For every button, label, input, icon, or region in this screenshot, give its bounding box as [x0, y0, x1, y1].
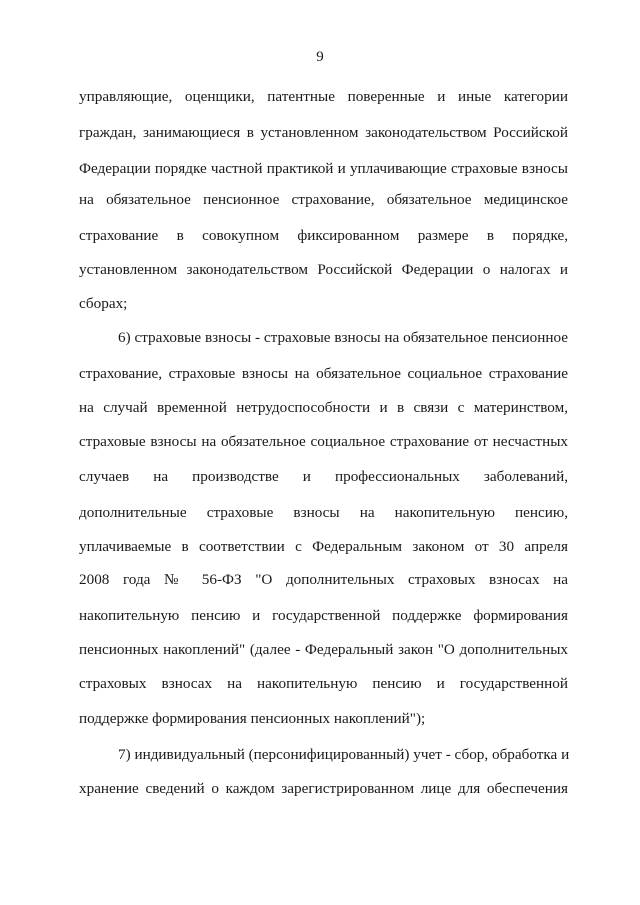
text-line: 6) страховые взносы - страховые взносы на обязательное пенсионное: [118, 329, 568, 346]
text-line: страховых взносах на накопительную пенсию и государственной: [79, 675, 568, 692]
text-line: пенсионных накоплений" (далее - Федеральный закон "О дополнительных: [79, 641, 568, 658]
page-number: 9: [316, 49, 324, 65]
text-line: поддержке формирования пенсионных накоплений");: [79, 710, 426, 727]
text-line: 7) индивидуальный (персонифицированный) учет - сбор, обработка и: [118, 746, 570, 763]
text-line: граждан, занимающиеся в установленном законодательством Российской: [79, 124, 568, 141]
text-line: страховые взносы на обязательное социальное страхование от несчастных: [79, 433, 568, 450]
text-line: Федерации порядке частной практикой и уплачивающие страховые взносы: [79, 160, 568, 177]
text-line: дополнительные страховые взносы на накопительную пенсию,: [79, 504, 568, 521]
text-line: установленном законодательством Российской Федерации о налогах и: [79, 261, 568, 278]
text-line: на обязательное пенсионное страхование, обязательное медицинское: [79, 191, 568, 208]
text-line: хранение сведений о каждом зарегистрированном лице для обеспечения: [79, 780, 568, 797]
text-line: страхование, страховые взносы на обязательное социальное страхование: [79, 365, 568, 382]
text-line: сборах;: [79, 295, 128, 312]
text-line: случаев на производстве и профессиональных заболеваний,: [79, 468, 568, 485]
text-line: страхование в совокупном фиксированном размере в порядке,: [79, 227, 568, 244]
text-line: управляющие, оценщики, патентные поверенные и иные категории: [79, 88, 568, 105]
text-line: уплачиваемые в соответствии с Федеральным законом от 30 апреля: [79, 538, 568, 555]
text-line: 2008 года № 56-ФЗ "О дополнительных страховых взносах на: [79, 571, 568, 588]
text-line: на случай временной нетрудоспособности и в связи с материнством,: [79, 399, 568, 416]
text-line: накопительную пенсию и государственной поддержке формирования: [79, 607, 568, 624]
